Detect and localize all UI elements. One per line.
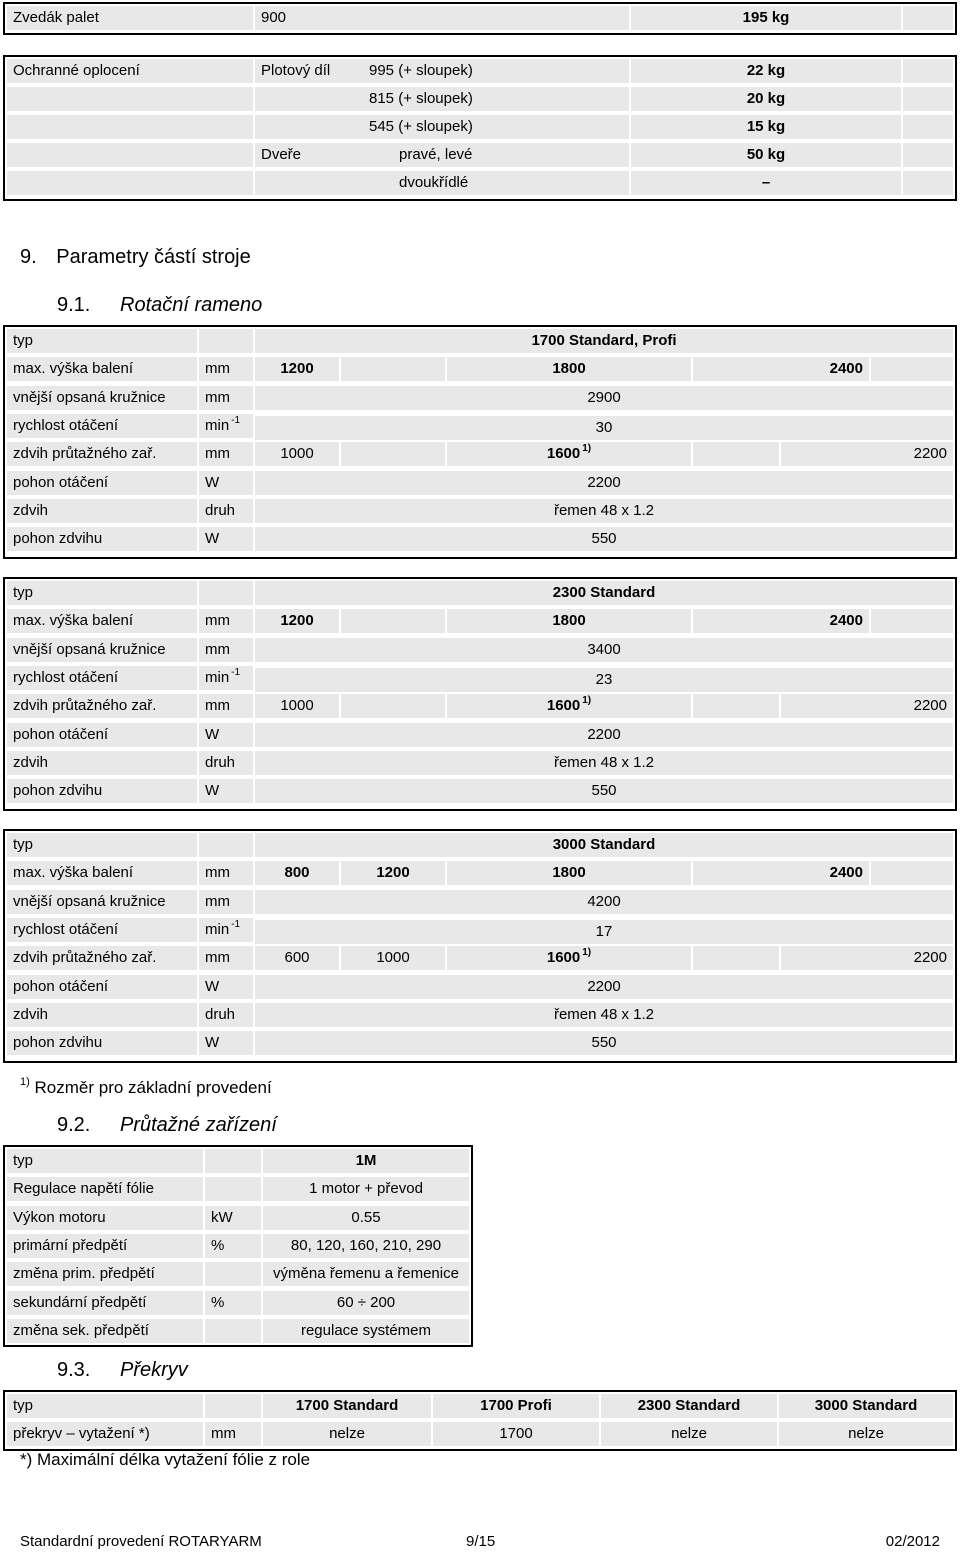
row-label: vnější opsaná kružnice [7, 638, 197, 662]
pruttazne-label: typ [7, 1149, 203, 1173]
rychlost-value: 17 [255, 920, 953, 944]
row-unit: druh [199, 1003, 253, 1027]
row-label: pohon zdvihu [7, 1031, 197, 1055]
zdvih-blank [341, 442, 445, 466]
oploceni-empty [7, 87, 253, 111]
section-number: 9.1. [57, 294, 91, 316]
section-number: 9.3. [57, 1359, 91, 1381]
rychlost-value: 23 [255, 668, 953, 692]
oploceni-col2: dvoukřídlé [399, 174, 469, 191]
row-unit [199, 329, 253, 353]
kruznice-value: 4200 [255, 890, 953, 914]
pruttazne-unit: % [205, 1291, 261, 1315]
prekryv-value: nelze [263, 1422, 431, 1446]
pruttazne-label: Regulace napětí fólie [7, 1177, 203, 1201]
row-unit: W [199, 975, 253, 999]
oploceni-col2: 995 (+ sloupek) [369, 62, 473, 79]
row-unit: W [199, 723, 253, 747]
row-label: max. výška balení [7, 609, 197, 633]
zdvih-value [447, 694, 691, 718]
oploceni-row [255, 143, 629, 167]
vyska-value: 1800 [447, 357, 691, 381]
pruttazne-value: 80, 120, 160, 210, 290 [263, 1234, 469, 1258]
row-label: vnější opsaná kružnice [7, 386, 197, 410]
zvedak-table [3, 2, 957, 35]
vyska-blank [341, 609, 445, 633]
pohon-otaceni-value: 2200 [255, 723, 953, 747]
section-91-heading [57, 294, 263, 317]
section-title: Průtažné zařízení [120, 1114, 277, 1136]
row-label: max. výška balení [7, 861, 197, 885]
row-unit [199, 666, 253, 690]
row-unit: mm [199, 890, 253, 914]
rameno-table [3, 577, 957, 811]
section-title: Parametry částí stroje [56, 246, 251, 268]
zdvih-type-value: řemen 48 x 1.2 [255, 499, 953, 523]
row-label: rychlost otáčení [7, 666, 197, 690]
row-label: pohon otáčení [7, 975, 197, 999]
vyska-value: 2400 [693, 357, 869, 381]
prekryv-type: 1700 Standard [263, 1394, 431, 1418]
kruznice-value: 2900 [255, 386, 953, 410]
oploceni-empty [7, 115, 253, 139]
pruttazne-table [3, 1145, 473, 1347]
footnote-2: *) Maximální délka vytažení fólie z role [20, 1450, 311, 1469]
row-label: pohon zdvihu [7, 779, 197, 803]
row-label: typ [7, 581, 197, 605]
section-9-heading [20, 246, 251, 269]
row-unit: druh [199, 499, 253, 523]
oploceni-col2: 815 (+ sloupek) [369, 90, 473, 107]
footnote-1 [20, 1078, 272, 1098]
zdvih-value: 600 [255, 946, 339, 970]
row-unit [199, 833, 253, 857]
prekryv-row-unit: mm [205, 1422, 261, 1446]
oploceni-blank [903, 171, 953, 195]
pruttazne-unit [205, 1149, 261, 1173]
row-unit: mm [199, 357, 253, 381]
vyska-value: 1200 [341, 861, 445, 885]
pruttazne-label: změna sek. předpětí [7, 1319, 203, 1343]
prekryv-table [3, 1390, 957, 1451]
row-label: zdvih průtažného zař. [7, 694, 197, 718]
zdvih-value [447, 442, 691, 466]
prekryv-type: 1700 Profi [433, 1394, 599, 1418]
zvedak-blank [903, 6, 953, 30]
section-92-heading [57, 1114, 277, 1137]
pruttazne-value: 0.55 [263, 1206, 469, 1230]
row-unit: W [199, 471, 253, 495]
prekryv-value: 1700 [433, 1422, 599, 1446]
pruttazne-unit [205, 1319, 261, 1343]
zvedak-weight: 195 kg [631, 6, 901, 30]
prekryv-type: 3000 Standard [779, 1394, 953, 1418]
unit-text: min [205, 668, 230, 686]
oploceni-row [255, 115, 629, 139]
row-label: max. výška balení [7, 357, 197, 381]
pruttazne-unit [205, 1177, 261, 1201]
type-title: 1700 Standard, Profi [255, 329, 953, 353]
oploceni-blank [903, 87, 953, 111]
oploceni-row [255, 171, 629, 195]
footnote-ref: 1) [582, 947, 592, 959]
zdvih-value: 1000 [341, 946, 445, 970]
kruznice-value: 3400 [255, 638, 953, 662]
unit-text: min [205, 920, 230, 938]
vyska-value: 2400 [693, 861, 869, 885]
pruttazne-value: 1M [263, 1149, 469, 1173]
pruttazne-value: výměna řemenu a řemenice [263, 1262, 469, 1286]
row-label: typ [7, 329, 197, 353]
vyska-value: 1200 [255, 357, 339, 381]
row-label: zdvih [7, 499, 197, 523]
section-93-heading [57, 1359, 188, 1382]
oploceni-col1: Plotový díl [261, 62, 331, 79]
zdvih-blank [341, 694, 445, 718]
pohon-otaceni-value: 2200 [255, 471, 953, 495]
pruttazne-value: regulace systémem [263, 1319, 469, 1343]
unit-exponent: -1 [231, 414, 241, 426]
footnote-mark: 1) [20, 1076, 30, 1088]
oploceni-row [255, 59, 629, 83]
row-unit [199, 918, 253, 942]
row-label: zdvih průtažného zař. [7, 442, 197, 466]
oploceni-blank [903, 59, 953, 83]
oploceni-weight: – [631, 171, 901, 195]
pohon-zdvihu-value: 550 [255, 1031, 953, 1055]
pruttazne-label: sekundární předpětí [7, 1291, 203, 1315]
oploceni-empty [7, 143, 253, 167]
zdvih-type-value: řemen 48 x 1.2 [255, 1003, 953, 1027]
pohon-zdvihu-value: 550 [255, 779, 953, 803]
row-label: pohon zdvihu [7, 527, 197, 551]
footnote-text: Rozměr pro základní provedení [34, 1078, 272, 1097]
row-label: zdvih průtažného zař. [7, 946, 197, 970]
pohon-otaceni-value: 2200 [255, 975, 953, 999]
oploceni-col1: Dveře [261, 146, 302, 163]
type-title: 2300 Standard [255, 581, 953, 605]
vyska-value: 1200 [255, 609, 339, 633]
zdvih-blank [693, 946, 779, 970]
section-number: 9.2. [57, 1114, 91, 1136]
zvedak-value: 900 [255, 6, 629, 30]
pruttazne-unit [205, 1262, 261, 1286]
zdvih-blank [693, 694, 779, 718]
oploceni-col2: pravé, levé [399, 146, 473, 163]
section-title: Rotační rameno [120, 294, 263, 316]
vyska-blank [871, 861, 953, 885]
row-label: vnější opsaná kružnice [7, 890, 197, 914]
section-number: 9. [20, 246, 37, 268]
pruttazne-value: 60 ÷ 200 [263, 1291, 469, 1315]
row-unit: druh [199, 751, 253, 775]
vyska-value: 2400 [693, 609, 869, 633]
pruttazne-unit: % [205, 1234, 261, 1258]
vyska-blank [871, 357, 953, 381]
oploceni-blank [903, 143, 953, 167]
unit-text: min [205, 416, 230, 434]
zdvih-type-value: řemen 48 x 1.2 [255, 751, 953, 775]
pruttazne-label: Výkon motoru [7, 1206, 203, 1230]
rameno-table [3, 325, 957, 559]
pohon-zdvihu-value: 550 [255, 527, 953, 551]
row-unit: W [199, 1031, 253, 1055]
vyska-blank [341, 357, 445, 381]
row-unit: mm [199, 386, 253, 410]
zdvih-value-text: 1600 [546, 949, 581, 967]
zdvih-value: 1000 [255, 694, 339, 718]
oploceni-weight: 15 kg [631, 115, 901, 139]
prekryv-value: nelze [601, 1422, 777, 1446]
rychlost-value: 30 [255, 416, 953, 440]
footer-title: Standardní provedení ROTARYARM [20, 1533, 262, 1550]
row-unit: W [199, 527, 253, 551]
oploceni-table [3, 55, 957, 201]
footer-page: 9/15 [466, 1533, 496, 1550]
row-label: rychlost otáčení [7, 414, 197, 438]
row-label: pohon otáčení [7, 723, 197, 747]
oploceni-label: Ochranné oplocení [7, 59, 253, 83]
footer-date: 02/2012 [885, 1533, 940, 1550]
row-label: zdvih [7, 1003, 197, 1027]
unit-exponent: -1 [231, 666, 241, 678]
section-title: Překryv [120, 1359, 188, 1381]
vyska-blank [871, 609, 953, 633]
vyska-value: 800 [255, 861, 339, 885]
row-unit: mm [199, 609, 253, 633]
prekryv-header-label: typ [7, 1394, 203, 1418]
vyska-value: 1800 [447, 861, 691, 885]
oploceni-row [255, 87, 629, 111]
zdvih-value: 2200 [781, 694, 953, 718]
pruttazne-label: změna prim. předpětí [7, 1262, 203, 1286]
pruttazne-unit: kW [205, 1206, 261, 1230]
prekryv-type: 2300 Standard [601, 1394, 777, 1418]
oploceni-empty [7, 171, 253, 195]
pruttazne-label: primární předpětí [7, 1234, 203, 1258]
zdvih-blank [693, 442, 779, 466]
prekryv-value: nelze [779, 1422, 953, 1446]
unit-exponent: -1 [231, 918, 241, 930]
row-unit [199, 581, 253, 605]
row-unit [199, 414, 253, 438]
zdvih-value-text: 1600 [546, 445, 581, 463]
row-label: typ [7, 833, 197, 857]
zdvih-value: 2200 [781, 442, 953, 466]
row-unit: W [199, 779, 253, 803]
row-unit: mm [199, 638, 253, 662]
zdvih-value: 2200 [781, 946, 953, 970]
row-unit: mm [199, 946, 253, 970]
row-label: pohon otáčení [7, 471, 197, 495]
row-unit: mm [199, 694, 253, 718]
rameno-table [3, 829, 957, 1063]
zvedak-label: Zvedák palet [7, 6, 253, 30]
zdvih-value: 1000 [255, 442, 339, 466]
row-label: rychlost otáčení [7, 918, 197, 942]
row-label: zdvih [7, 751, 197, 775]
oploceni-blank [903, 115, 953, 139]
zdvih-value-text: 1600 [546, 697, 581, 715]
oploceni-weight: 20 kg [631, 87, 901, 111]
row-unit: mm [199, 442, 253, 466]
footnote-ref: 1) [582, 695, 592, 707]
row-unit: mm [199, 861, 253, 885]
prekryv-row-label: překryv – vytažení *) [7, 1422, 203, 1446]
footnote-ref: 1) [582, 443, 592, 455]
type-title: 3000 Standard [255, 833, 953, 857]
prekryv-header-unit [205, 1394, 261, 1418]
oploceni-weight: 50 kg [631, 143, 901, 167]
oploceni-weight: 22 kg [631, 59, 901, 83]
vyska-value: 1800 [447, 609, 691, 633]
oploceni-col2: 545 (+ sloupek) [369, 118, 473, 135]
pruttazne-value: 1 motor + převod [263, 1177, 469, 1201]
zdvih-value [447, 946, 691, 970]
